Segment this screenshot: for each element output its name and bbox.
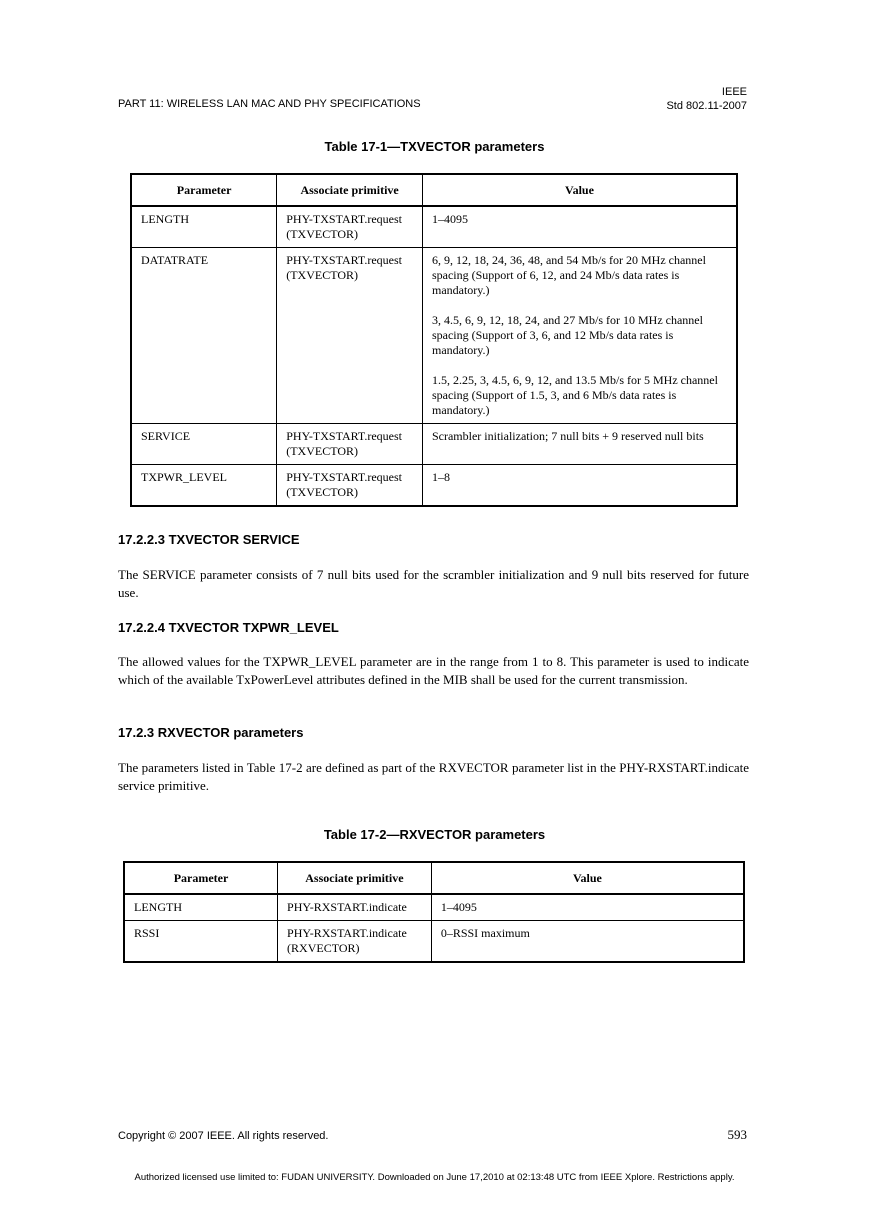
value-text: 3, 4.5, 6, 9, 12, 18, 24, and 27 Mb/s for 10 MHz channel spacing (Support of 3, 6, and 12 Mb/s data rates is mandatory.) <box>431 313 703 357</box>
running-header-title: PART 11: WIRELESS LAN MAC AND PHY SPECIFICATIONS <box>118 98 421 110</box>
primitive-cell <box>278 894 432 921</box>
primitive-name: PHY-RXSTART.indicate <box>287 926 407 940</box>
value-text: 1.5, 2.25, 3, 4.5, 6, 9, 12, and 13.5 Mb/s for 5 MHz channel spacing (Support of 1.5, 3, and 6 Mb/s data rates is mandatory.) <box>431 373 718 417</box>
primitive-cell <box>277 465 423 507</box>
running-header-std <box>666 85 747 113</box>
value-cell: 0–RSSI maximum <box>431 921 744 963</box>
header-org: IEEE <box>721 86 747 98</box>
param-cell: LENGTH <box>131 206 277 248</box>
page-number: 593 <box>727 1127 747 1142</box>
primitive-cell <box>277 206 423 248</box>
primitive-vector: (RXVECTOR) <box>287 941 360 955</box>
column-header-value: Value <box>431 862 744 894</box>
value-text: 6, 9, 12, 18, 24, 36, 48, and 54 Mb/s for 20 MHz channel spacing (Support of 6, 12, and 24 Mb/s data rates is mandatory.) <box>431 253 706 297</box>
rxvector-table <box>123 861 745 963</box>
license-notice: Authorized licensed use limited to: FUDAN UNIVERSITY. Downloaded on June 17,2010 at 02:13:48 UTC from IEEE Xplore. Restrictions apply. <box>134 1172 735 1183</box>
primitive-name: PHY-TXSTART.request <box>286 253 402 267</box>
value-text: 1–4095 <box>431 212 468 226</box>
column-header-primitive: Associate primitive <box>277 174 423 206</box>
paragraph-txvector-service: The SERVICE parameter consists of 7 null bits used for the scrambler initialization and 9 null bits reserved for future use. <box>118 567 749 600</box>
primitive-cell <box>277 248 423 424</box>
header-std-number: Std 802.11-2007 <box>666 100 747 112</box>
paragraph-txpwr-level: The allowed values for the TXPWR_LEVEL parameter are in the range from 1 to 8. This parameter is used to indicate which of the available TxPowerLevel attributes defined in the MIB shall be used for the current transmission. <box>118 654 749 687</box>
table-row <box>131 465 737 507</box>
primitive-cell <box>278 921 432 963</box>
value-text: Scrambler initialization; 7 null bits + 9 reserved null bits <box>431 429 704 443</box>
param-cell: DATATRATE <box>131 248 277 424</box>
param-cell: TXPWR_LEVEL <box>131 465 277 507</box>
primitive-vector: (TXVECTOR) <box>286 485 359 499</box>
table-row <box>131 248 737 424</box>
value-cell <box>422 206 737 248</box>
primitive-vector: (TXVECTOR) <box>286 444 359 458</box>
table-header-row <box>124 862 744 894</box>
primitive-name: PHY-TXSTART.request <box>286 212 402 226</box>
value-cell <box>422 424 737 465</box>
primitive-cell <box>277 424 423 465</box>
paragraph-rxvector: The parameters listed in Table 17-2 are defined as part of the RXVECTOR parameter list in the PHY-RXSTART.indicate service primitive. <box>118 760 749 793</box>
param-cell: LENGTH <box>124 894 278 921</box>
table-header-row <box>131 174 737 206</box>
column-header-primitive: Associate primitive <box>278 862 432 894</box>
primitive-name: PHY-RXSTART.indicate <box>287 900 407 914</box>
section-heading-rxvector: 17.2.3 RXVECTOR parameters <box>118 725 304 740</box>
value-cell <box>422 248 737 424</box>
section-heading-txpwr-level: 17.2.2.4 TXVECTOR TXPWR_LEVEL <box>118 620 339 635</box>
param-cell: SERVICE <box>131 424 277 465</box>
value-cell <box>422 465 737 507</box>
param-cell: RSSI <box>124 921 278 963</box>
section-heading-txvector-service: 17.2.2.3 TXVECTOR SERVICE <box>118 532 300 547</box>
value-text: 1–8 <box>431 470 450 484</box>
column-header-value: Value <box>422 174 737 206</box>
table2-caption: Table 17-2—RXVECTOR parameters <box>323 827 546 842</box>
primitive-name: PHY-TXSTART.request <box>286 470 402 484</box>
column-header-parameter: Parameter <box>124 862 278 894</box>
table-row <box>131 206 737 248</box>
table-row <box>124 921 744 963</box>
primitive-name: PHY-TXSTART.request <box>286 429 402 443</box>
footer-copyright: Copyright © 2007 IEEE. All rights reserved. <box>118 1130 329 1142</box>
primitive-vector: (TXVECTOR) <box>286 268 359 282</box>
column-header-parameter: Parameter <box>131 174 277 206</box>
table-row <box>124 894 744 921</box>
primitive-vector: (TXVECTOR) <box>286 227 359 241</box>
table-row <box>131 424 737 465</box>
txvector-table <box>130 173 738 507</box>
value-cell: 1–4095 <box>431 894 744 921</box>
table1-caption: Table 17-1—TXVECTOR parameters <box>324 139 545 154</box>
